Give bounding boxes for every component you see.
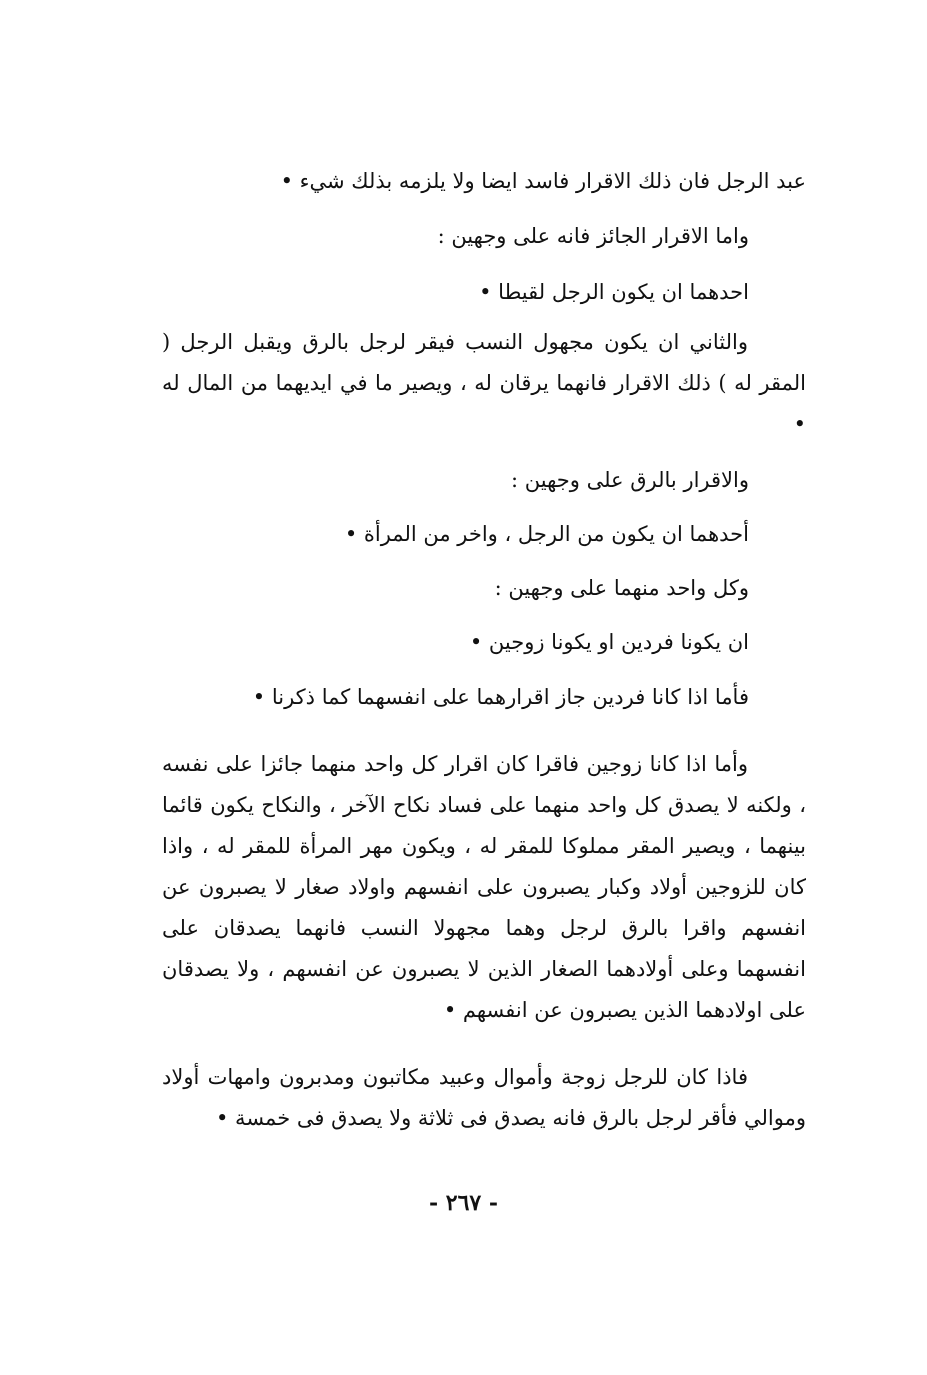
text-line: عبد الرجل فان ذلك الاقرار فاسد ايضا ولا يلزمه بذلك شيء • (280, 169, 806, 193)
paragraph: فاذا كان للرجل زوجة وأموال وعبيد مكاتبون ومدبرون وامهات أولاد وموالي فأقر لرجل بالرق فانه يصدق فى ثلاثة ولا يصدق فى خمسة • (162, 1065, 806, 1130)
text-line: واما الاقرار الجائز فانه على وجهين : (437, 224, 749, 248)
page-number: - ٢٦٧ - (428, 1190, 499, 1216)
paragraph: وأما اذا كانا زوجين فاقرا كان اقرار كل واحد منهما جائزا على نفسه ، ولكنه لا يصدق كل واحد منهما على فساد نكاح الآخر ، والنكاح يكون قائما بينهما ، ويصير المقر مملوكا للمقر له ، ويكون مهر المرأة للمقر له ، واذا كان للزوجين أولاد وكبار يصبرون على انفسهم واولاد صغار لا يصبرون عن انفسهم واقرا بالرق لرجل وهما مجهولا النسب فانهما يصدقان على انفسهما وعلى أولادهما الصغار الذين لا يصبرون عن انفسهم ، ولا يصدقان على اولادهما الذين يصبرون عن انفسهم • (162, 752, 806, 1022)
paragraph: والثاني ان يكون مجهول النسب فيقر لرجل بالرق ويقبل الرجل ( المقر له ) ذلك الاقرار فانهما يرقان له ، ويصير ما في ايديهما من المال له • (162, 330, 806, 436)
text-line: احدهما ان يكون الرجل لقيطا • (479, 280, 749, 304)
text-line: وكل واحد منهما على وجهين : (494, 576, 749, 600)
text-line: أحدهما ان يكون من الرجل ، واخر من المرأة • (344, 522, 749, 546)
text-line: فأما اذا كانا فردين جاز اقرارهما على انفسهما كما ذكرنا • (252, 685, 749, 709)
text-line: ان يكونا فردين او يكونا زوجين • (469, 630, 749, 654)
text-line: والاقرار بالرق على وجهين : (511, 468, 749, 492)
